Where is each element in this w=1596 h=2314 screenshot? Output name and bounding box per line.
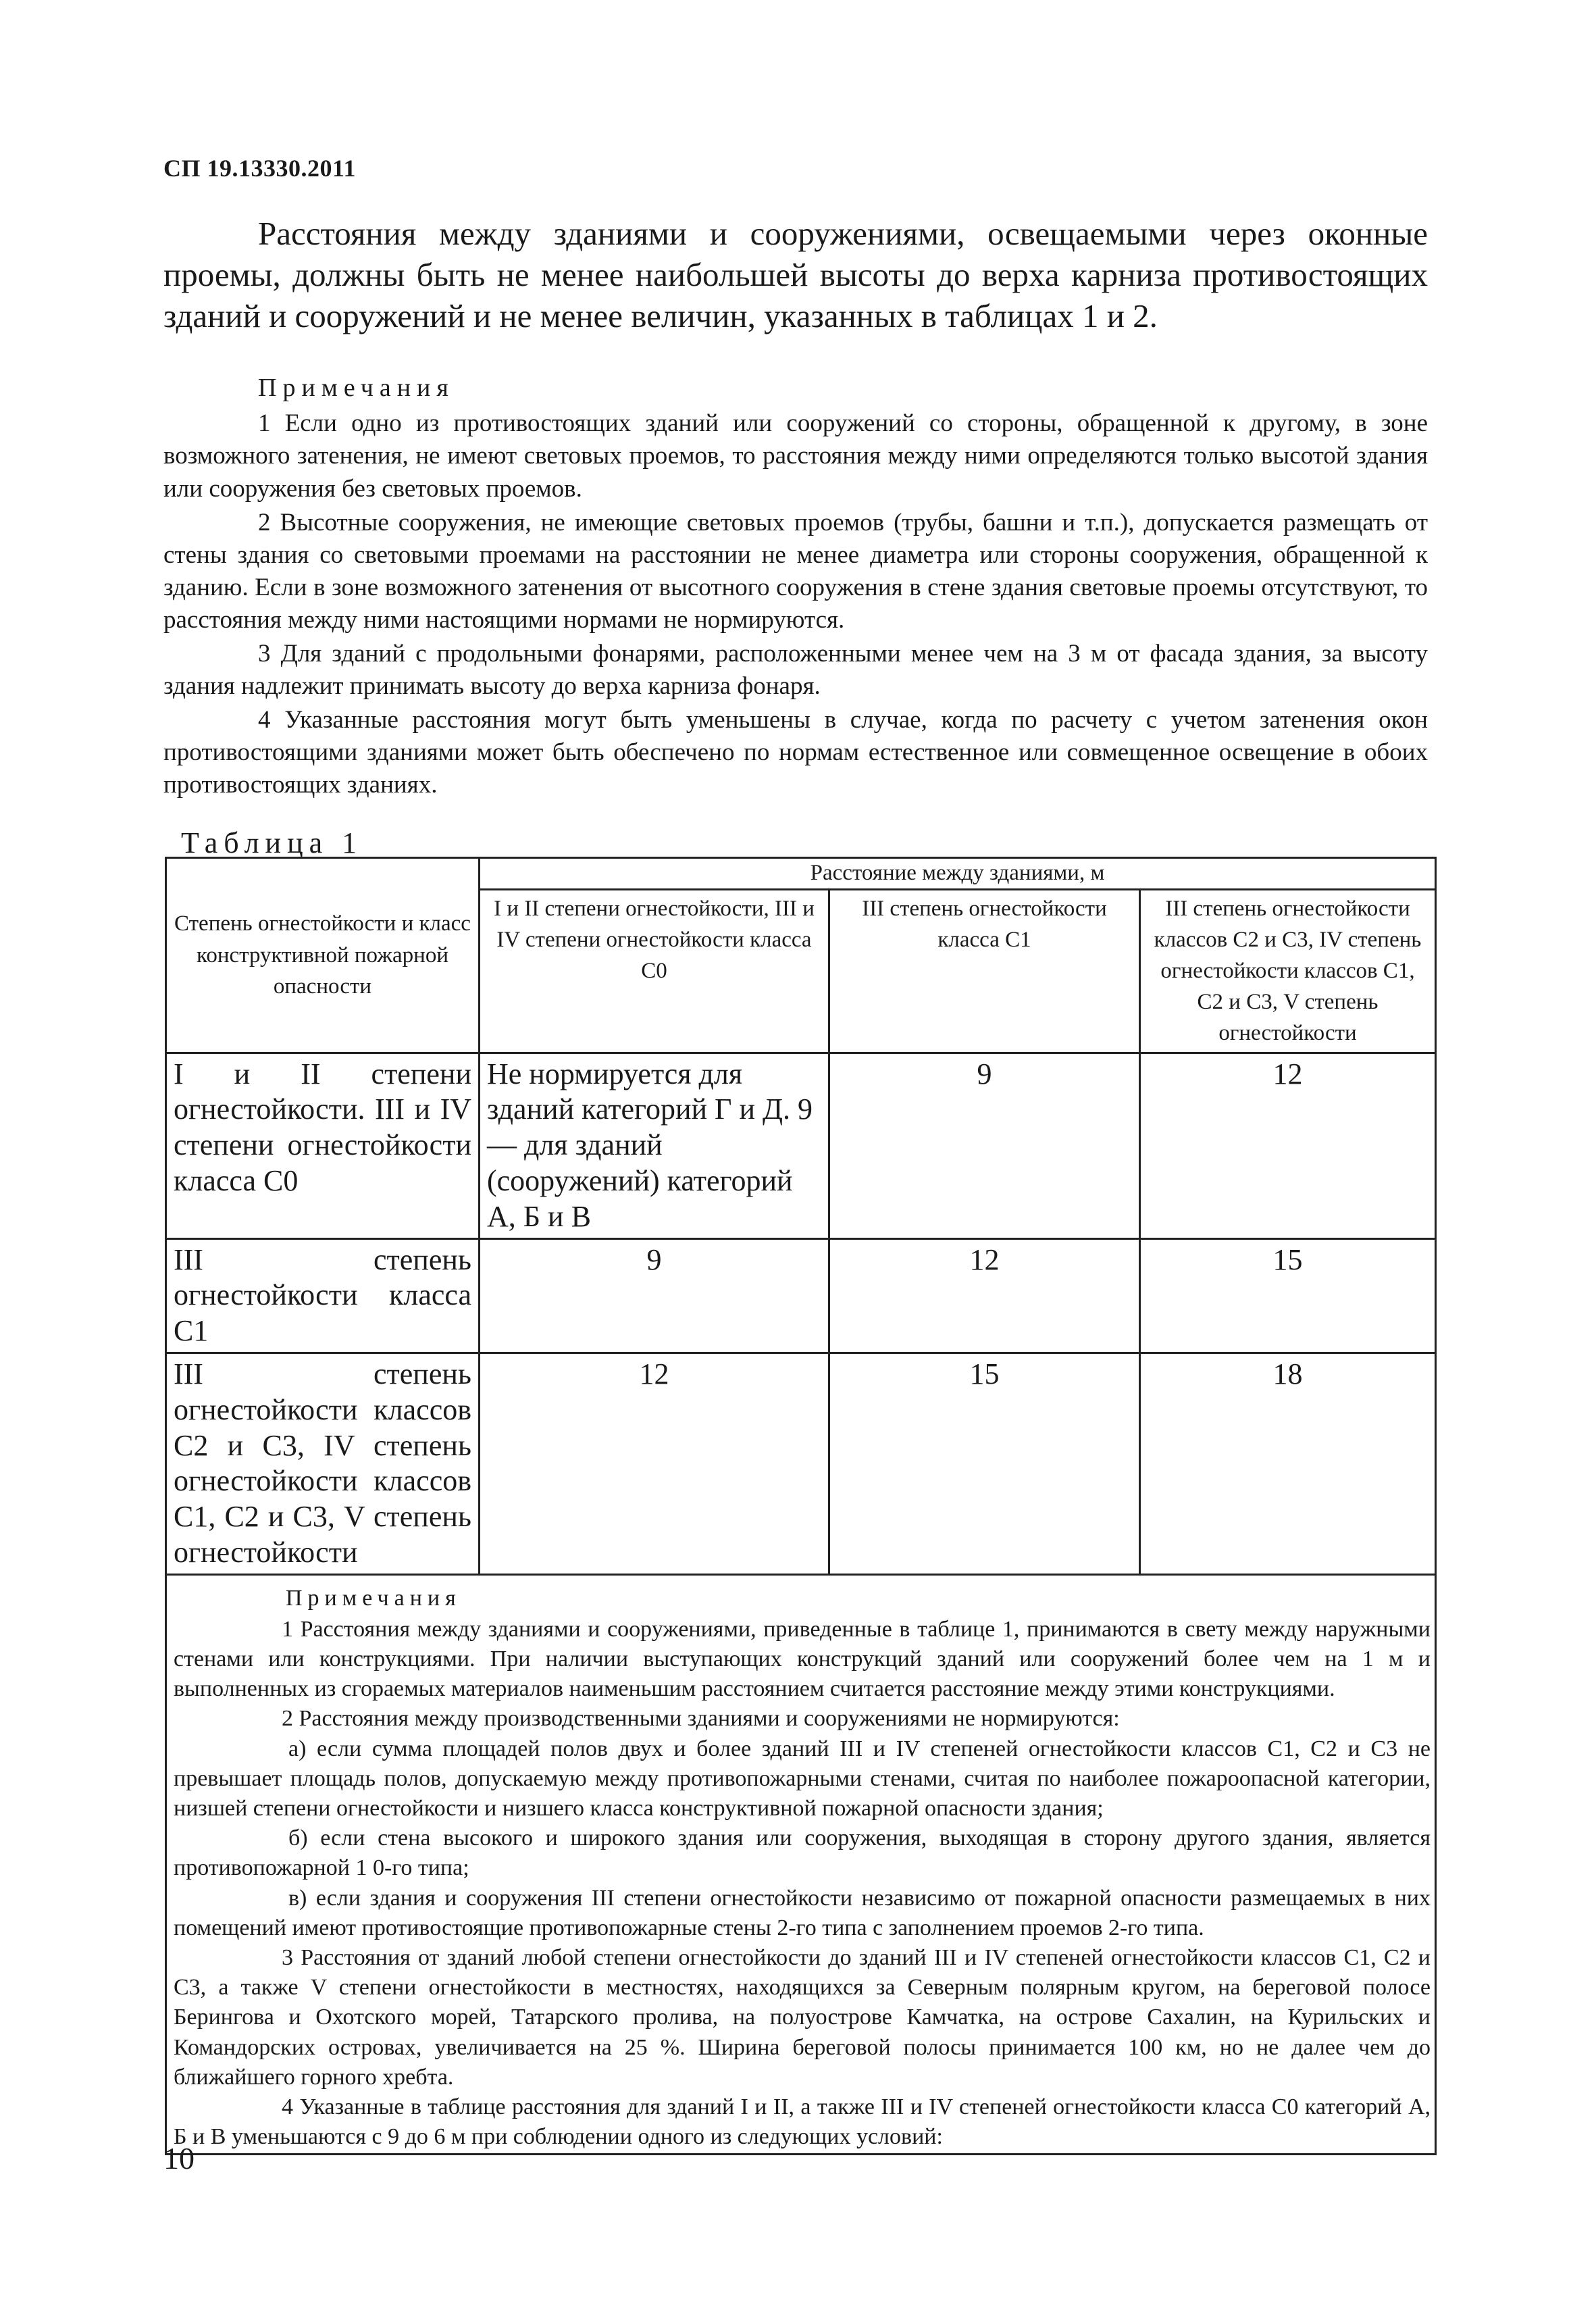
- table-note-item: 4 Указанные в таблице расстояния для зданий I и II, а также III и IV степеней огнестойкости класса С0 категорий А, Б и В уменьшаются с 9 до 6 м при соблюдении одного из следующих условий:: [174, 2094, 1431, 2150]
- note-item: 4 Указанные расстояния могут быть уменьшены в случае, когда по расчету с учетом затенения окон противостоящими зданиями может быть обеспечено по нормам естественное или совмещенное освещение в обоих противостоящих зданиях.: [163, 706, 1428, 799]
- value-cell: 9: [480, 1238, 829, 1353]
- table-note-item: в) если здания и сооружения III степени огнестойкости независимо от пожарной опасности размещаемых в них помещений имеют противостоящие противопожарные стены 2-го типа с заполнением проемов 2-го типа.: [174, 1885, 1431, 1940]
- table-notes-cell: [166, 1574, 1436, 2155]
- row-label-cell: III степень огнестойкости класса С1: [166, 1238, 480, 1353]
- document-code: СП 19.13330.2011: [163, 155, 357, 182]
- table-note-item: 1 Расстояния между зданиями и сооружениями, приведенные в таблице 1, принимаются в свету между наружными стенами или конструкциями. При наличии выступающих конструкций зданий или сооружений более чем на 1 м и выполненных из сгораемых материалов наименьшим расстоянием считается расстояние между этими конструкциями.: [174, 1616, 1431, 1702]
- page-number: 10: [163, 2141, 195, 2175]
- note-item: 1 Если одно из противостоящих зданий или сооружений со стороны, обращенной к другому, в зоне возможного затенения, не имеют световых проемов, то расстояния между ними определяются только высотой здания или сооружения без световых проемов.: [163, 409, 1428, 503]
- column-header-cell: III степень огнестойкости класса С1: [829, 889, 1140, 1053]
- table-note-item: 2 Расстояния между производственными зданиями и сооружениями не нормируются:: [282, 1706, 1120, 1732]
- value-cell: 12: [480, 1353, 829, 1574]
- table-caption: Таблица 1: [181, 826, 363, 859]
- value-cell: 12: [829, 1238, 1140, 1353]
- note-item: 3 Для зданий с продольными фонарями, расположенными менее чем на 3 м от фасада здания, за высоту здания надлежит принимать высоту до верха карниза фонаря.: [163, 640, 1428, 701]
- distance-header-cell: Расстояние между зданиями, м: [480, 858, 1436, 890]
- intro-paragraph: Расстояния между зданиями и сооружениями, освещаемыми через оконные проемы, должны быть не менее наибольшей высоты до верха карниза противостоящих зданий и сооружений и не менее величин, указанных в таблицах 1 и 2.: [163, 215, 1428, 334]
- value-cell: Не нормируется для зданий категорий Г и Д. 9 — для зданий (сооружений) категорий А, Б и В: [480, 1053, 829, 1238]
- notes-title: Примечания: [258, 374, 455, 402]
- value-cell: 15: [829, 1353, 1140, 1574]
- table-notes-title: Примечания: [286, 1585, 461, 1611]
- table-row: [166, 1353, 1436, 1574]
- table-row: [166, 1238, 1436, 1353]
- value-cell: 12: [1140, 1053, 1436, 1238]
- row-label-cell: III степень огнестойкости классов С2 и С3, IV степень огнестойкости классов С1, С2 и С3, V степень огнестойкости: [166, 1353, 480, 1574]
- row-label-cell: I и II степени огнестойкости. III и IV степени огнестойкости класса С0: [166, 1053, 480, 1238]
- value-cell: 9: [829, 1053, 1140, 1238]
- value-cell: 18: [1140, 1353, 1436, 1574]
- notes-block: [163, 372, 1428, 803]
- column-header-cell: I и II степени огнестойкости, III и IV степени огнестойкости класса С0: [480, 889, 829, 1053]
- table-note-item: 3 Расстояния от зданий любой степени огнестойкости до зданий III и IV степеней огнестойкости классов С1, С2 и С3, а также V степени огнестойкости в местностях, находящихся за Северным полярным кругом, на береговой полосе Берингова и Охотского морей, Татарского пролива, на полуострове Камчатка, на острове Сахалин, на Курильских и Командорских островах, увеличивается на 25 %. Ширина береговой полосы принимается 100 км, но не далее чем до ближайшего горного хребта.: [174, 1944, 1431, 2090]
- table-note-item: б) если стена высокого и широкого здания или сооружения, выходящая в сторону другого здания, является противопожарной 1 0-го типа;: [174, 1826, 1431, 1881]
- row-header-cell: Степень огнестойкости и класс конструктивной пожарной опасности: [166, 858, 480, 1053]
- table-row: [166, 1053, 1436, 1238]
- table-note-item: а) если сумма площадей полов двух и более зданий III и IV степеней огнестойкости классов С1, С2 и С3 не превышает площадь полов, допускаемую между противопожарными стенами, считая по наиболее пожароопасной категории, низшей степени огнестойкости и низшего класса конструктивной пожарной опасности здания;: [174, 1736, 1431, 1821]
- distance-table: [165, 857, 1437, 2155]
- column-header-cell: III степень огнестойкости классов С2 и С3, IV степень огнестойкости классов С1, С2 и С3, V степень огнестойкости: [1140, 889, 1436, 1053]
- value-cell: 15: [1140, 1238, 1436, 1353]
- note-item: 2 Высотные сооружения, не имеющие световых проемов (трубы, башни и т.п.), допускается размещать от стены здания со световыми проемами на расстоянии не менее диаметра или стороны сооружения, обращенной к зданию. Если в зоне возможного затенения от высотного сооружения в стене здания световые проемы отсутствуют, то расстояния между ними настоящими нормами не нормируются.: [163, 508, 1428, 634]
